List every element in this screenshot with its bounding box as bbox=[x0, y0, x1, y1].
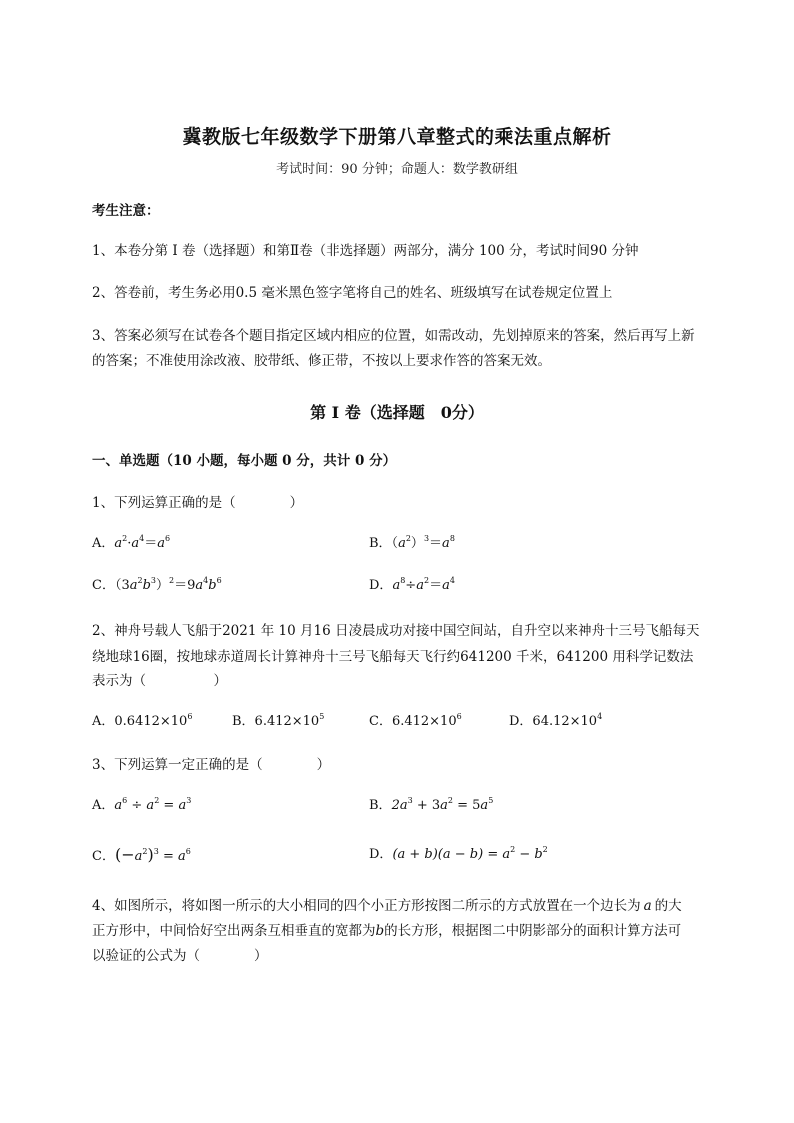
section-title: 第 I 卷（选择题 0分） bbox=[310, 403, 484, 422]
question-2-option-b[interactable]: B．$6.412\times 10^5$ bbox=[232, 712, 325, 729]
question-1-option-a[interactable]: A．$a^2\cdot a^4=a^6$ bbox=[92, 534, 171, 551]
notice-item-3: 3、答案必须写在试卷各个题目指定区域内相应的位置，如需改动，先划掉原来的答案，然后再写上新 bbox=[92, 328, 695, 344]
question-3-option-a[interactable]: A．$a^6 \div a^2 = a^3$ bbox=[92, 796, 192, 813]
notice-item-1: 1、本卷分第 I 卷（选择题）和第Ⅱ卷（非选择题）两部分，满分 100 分，考试时间90 分钟 bbox=[92, 243, 639, 259]
part-heading: 一、单选题（10 小题，每小题 0 分，共计 0 分） bbox=[92, 453, 397, 469]
question-4-stem-line-3: 以验证的公式为（ ） bbox=[92, 948, 268, 964]
notice-item-2: 2、答卷前，考生务必用0.5 毫米黑色签字笔将自己的姓名、班级填写在试卷规定位置上 bbox=[92, 285, 613, 301]
notice-heading: 考生注意： bbox=[92, 203, 160, 219]
question-2-stem-line-1: 2、神舟号载人飞船于2021 年 10 月16 日凌晨成功对接中国空间站，自升空以来神舟十三号飞船每天 bbox=[92, 623, 700, 639]
question-3-option-c[interactable]: C．$(-a^2)^3 = a^6$ bbox=[92, 845, 191, 864]
question-3-option-d[interactable]: D．$(a + b)(a - b) = a^2 - b^2$ bbox=[369, 845, 548, 862]
page-title: 冀教版七年级数学下册第八章整式的乘法重点解析 bbox=[182, 126, 612, 148]
question-1-option-d[interactable]: D．$a^8\div a^2=a^4$ bbox=[369, 576, 455, 593]
exam-info: 考试时间：90 分钟；命题人：数学教研组 bbox=[276, 162, 518, 177]
notice-item-3-cont: 的答案；不准使用涂改液、胶带纸、修正带，不按以上要求作答的答案无效。 bbox=[92, 353, 551, 369]
question-1-option-c[interactable]: C．$(3a^2b^3)^2=9a^4b^6$ bbox=[92, 576, 222, 593]
question-1-option-b[interactable]: B．$(a^2)^3=a^8$ bbox=[369, 534, 455, 551]
question-3-option-b[interactable]: B．$2a^3 + 3a^2 = 5a^5$ bbox=[369, 796, 494, 813]
question-4-stem-line-1: 4、如图所示，将如图一所示的大小相同的四个小正方形按图二所示的方式放置在一个边长为 a 的大 bbox=[92, 898, 682, 914]
question-4-stem-line-2: 正方形中，中间恰好空出两条互相垂直的宽都为b的长方形，根据图二中阴影部分的面积计算方法可 bbox=[92, 923, 682, 939]
question-2-option-c[interactable]: C．$6.412\times 10^6$ bbox=[369, 712, 462, 729]
question-2-stem-line-3: 表示为（ ） bbox=[92, 673, 227, 689]
question-1-stem: 1、下列运算正确的是（ ） bbox=[92, 495, 304, 511]
question-2-option-d[interactable]: D．$64.12\times 10^4$ bbox=[509, 712, 603, 729]
question-3-stem: 3、下列运算一定正确的是（ ） bbox=[92, 757, 331, 773]
question-2-option-a[interactable]: A．$0.6412\times 10^6$ bbox=[92, 712, 193, 729]
question-2-stem-line-2: 绕地球16圈，按地球赤道周长计算神舟十三号飞船每天飞行约641200 千米，641200 用科学记数法 bbox=[92, 649, 694, 665]
